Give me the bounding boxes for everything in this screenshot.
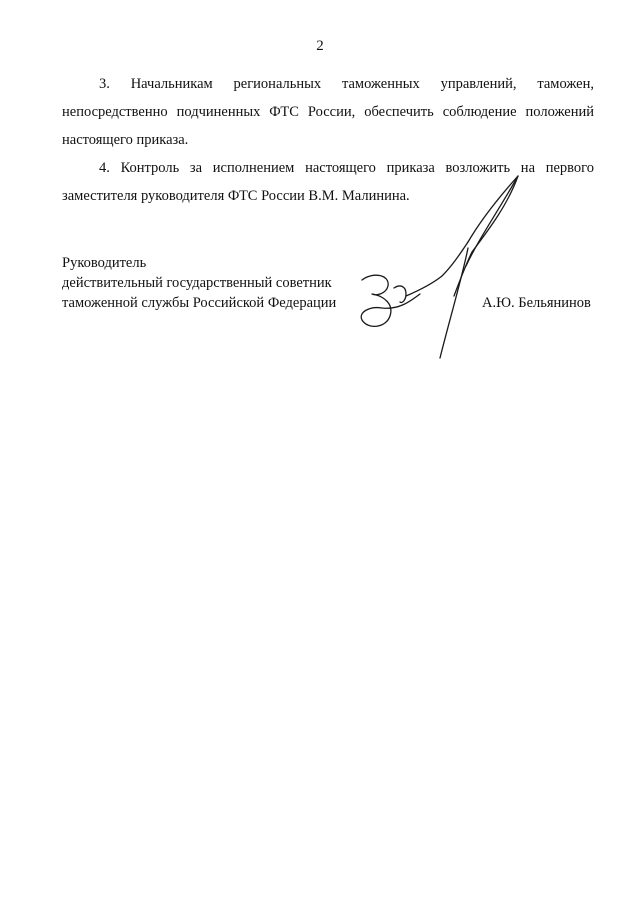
- handwritten-signature: [350, 168, 530, 363]
- signatory-title-line-3: таможенной службы Российской Федерации: [62, 295, 337, 311]
- signatory-title-line-2: действительный государственный советник: [62, 275, 332, 291]
- paragraph-4: 4. Контроль за исполнением настоящего приказа возложить на первого заместителя руководителя ФТС России В.М. Малинина.: [62, 160, 594, 204]
- signatory-title: [62, 253, 362, 313]
- page-number: 2: [316, 38, 324, 54]
- paragraph-3: 3. Начальникам региональных таможенных управлений, таможен, непосредственно подчиненных ФТС России, обеспечить соблюдение положений настоящего приказа.: [62, 76, 594, 148]
- signatory-title-line-1: Руководитель: [62, 255, 147, 271]
- signer-name: А.Ю. Бельянинов: [482, 295, 591, 311]
